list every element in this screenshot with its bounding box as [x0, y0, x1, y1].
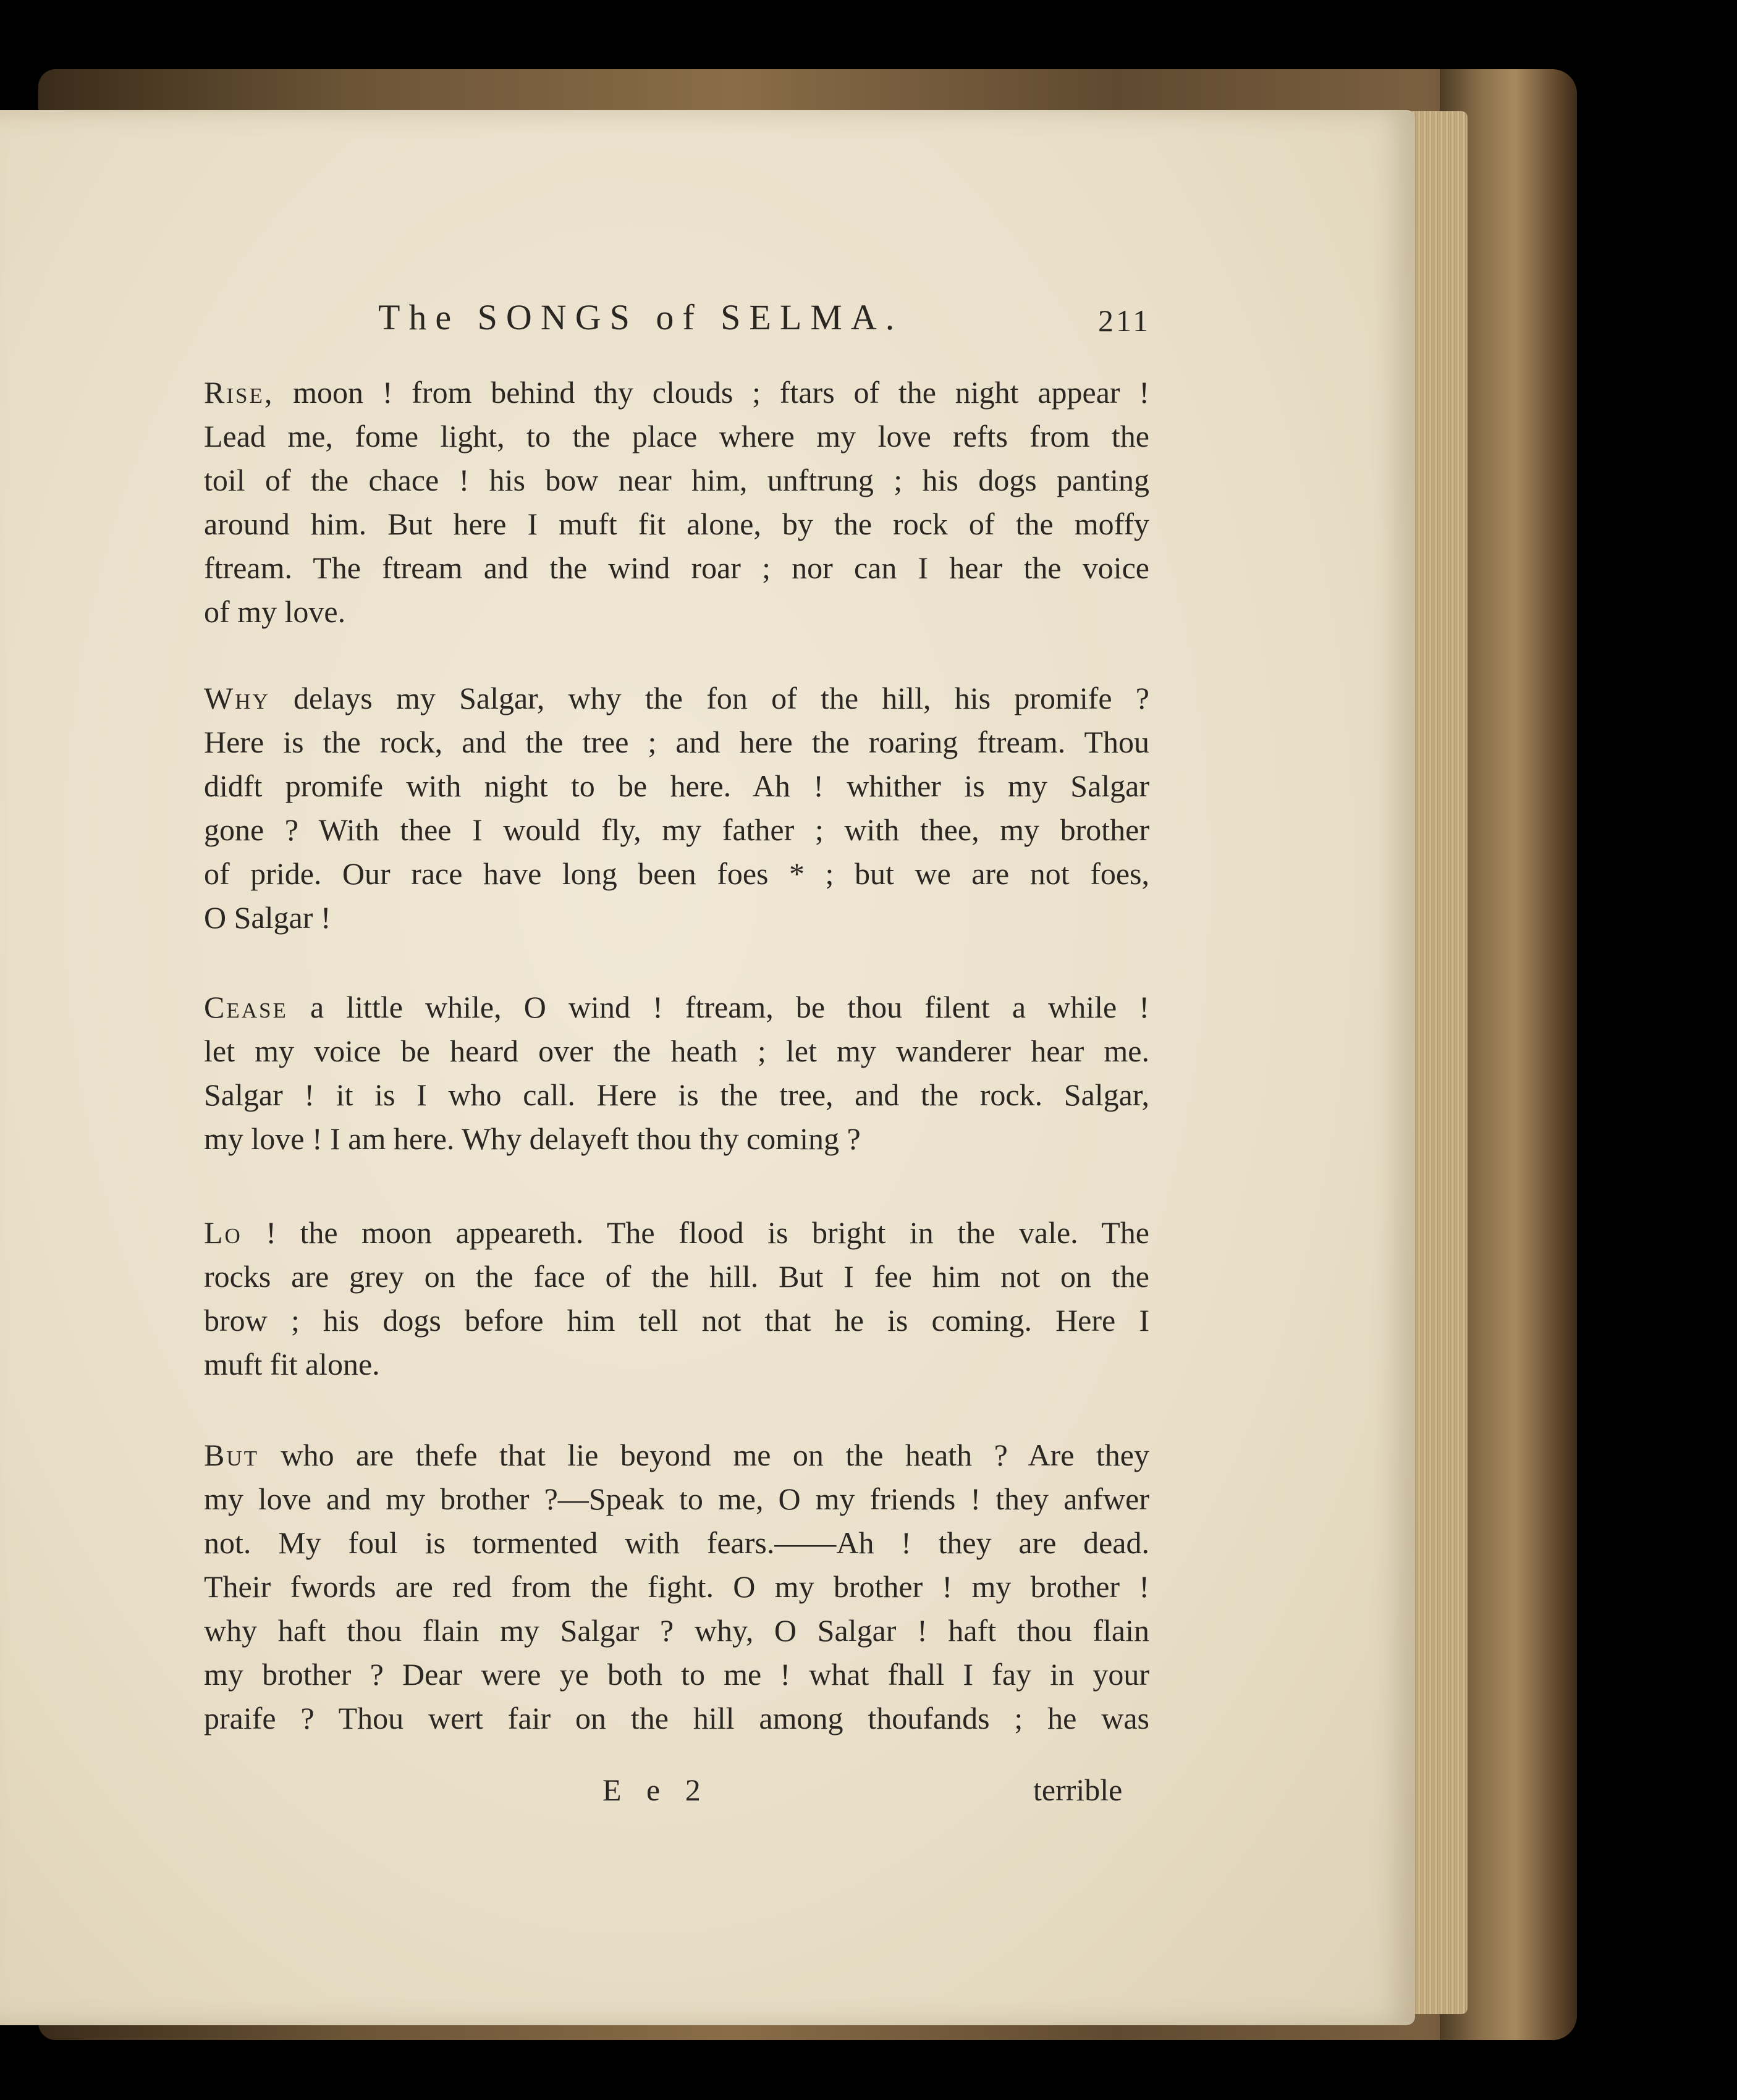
paragraph-lead-word: Why	[204, 681, 270, 715]
paragraph-3	[204, 985, 1149, 1161]
text-line: brow ; his dogs before him tell not that he is coming. Here I	[204, 1303, 1149, 1338]
text-line: But who are thefe that lie beyond me on the heath ? Are they	[204, 1438, 1149, 1472]
text-line: Why delays my Salgar, why the fon of the hill, his promife ?	[204, 681, 1149, 715]
paragraph-lead-word: But	[204, 1438, 260, 1472]
paragraph-lead-word: Cease	[204, 990, 288, 1024]
page-number: 211	[1098, 303, 1151, 338]
text-line: muft fit alone.	[204, 1347, 380, 1381]
paragraph-5	[204, 1433, 1149, 1740]
text-line: around him. But here I muft fit alone, by the rock of the moffy	[204, 507, 1149, 541]
text-line: didft promife with night to be here. Ah ! whither is my Salgar	[204, 769, 1149, 803]
text-line: Salgar ! it is I who call. Here is the tree, and the rock. Salgar,	[204, 1077, 1149, 1112]
text-line: my love and my brother ?—Speak to me, O my friends ! they anfwer	[204, 1482, 1149, 1516]
text-line: Lead me, fome light, to the place where my love refts from the	[204, 419, 1149, 453]
running-head	[378, 297, 1181, 346]
text-line: Lo ! the moon appeareth. The flood is bright in the vale. The	[204, 1215, 1149, 1250]
text-line: Here is the rock, and the tree ; and here the roaring ftream. Thou	[204, 725, 1149, 759]
paragraph-2	[204, 677, 1149, 940]
text-line: let my voice be heard over the heath ; let my wanderer hear me.	[204, 1034, 1149, 1068]
paragraph-lead-word: Rise,	[204, 375, 274, 410]
text-line: O Salgar !	[204, 900, 331, 935]
paragraph-lead-word: Lo	[204, 1215, 242, 1250]
text-line: Cease a little while, O wind ! ftream, be thou filent a while !	[204, 990, 1149, 1024]
text-line: of pride. Our race have long been foes * ; but we are not foes,	[204, 856, 1149, 891]
text-line: toil of the chace ! his bow near him, unftrung ; his dogs panting	[204, 463, 1149, 497]
text-line: Their fwords are red from the fight. O my brother ! my brother !	[204, 1569, 1149, 1604]
catchword: terrible	[1033, 1773, 1123, 1807]
text-line: praife ? Thou wert fair on the hill among thoufands ; he was	[204, 1701, 1149, 1735]
running-title: The SONGS of SELMA.	[378, 297, 903, 337]
signature-mark: E e 2	[602, 1773, 709, 1807]
text-line: rocks are grey on the face of the hill. But I fee him not on the	[204, 1259, 1149, 1294]
paragraph-4	[204, 1211, 1149, 1386]
text-line: of my love.	[204, 594, 346, 629]
text-line: ftream. The ftream and the wind roar ; nor can I hear the voice	[204, 550, 1149, 585]
text-line: why haft thou flain my Salgar ? why, O Salgar ! haft thou flain	[204, 1613, 1149, 1648]
text-line: my brother ? Dear were ye both to me ! what fhall I fay in your	[204, 1657, 1149, 1692]
paragraph-1	[204, 371, 1149, 634]
text-line: my love ! I am here. Why delayeft thou thy coming ?	[204, 1121, 861, 1156]
text-line: not. My foul is tormented with fears.——Ah ! they are dead.	[204, 1525, 1149, 1560]
text-line: Rise, moon ! from behind thy clouds ; ftars of the night appear !	[204, 375, 1149, 410]
text-line: gone ? With thee I would fly, my father ; with thee, my brother	[204, 812, 1149, 847]
